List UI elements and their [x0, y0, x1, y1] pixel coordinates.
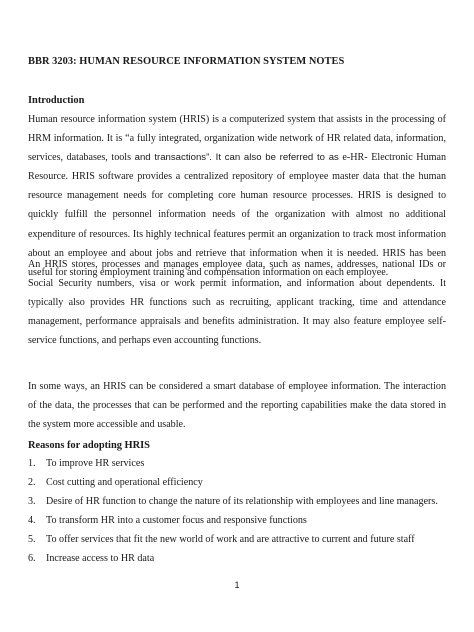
list-item	[28, 549, 446, 568]
list-item-text: Desire of HR function to change the nature of its relationship with employees and line managers.	[46, 496, 438, 508]
reasons-heading: Reasons for adopting HRIS	[28, 440, 150, 451]
paragraph-1-text-a: Human resource information system (HRIS) is a computerized system that assists in the processing of HRM information. It is “a fully integrated, organization wide network of HR related data, information, services, databases, tools	[28, 114, 446, 164]
list-item	[28, 511, 446, 530]
introduction-paragraph-2: An HRIS stores, processes and manages employee data, such as names, addresses, national IDs or Social Security numbers, visa or work permit information, and information about dependents. It typically also provides HR functions such as recruiting, applicant tracking, time and attendance management, performance appraisals and benefits administration. It may also feature employee self-service functions, and perhaps even accounting functions.	[28, 259, 446, 347]
list-item-text: To offer services that fit the new world of work and are attractive to current and future staff	[46, 534, 415, 546]
list-item-number: 6.	[28, 553, 36, 565]
list-item-number: 1.	[28, 458, 36, 469]
list-item-text: Increase access to HR data	[46, 553, 155, 565]
introduction-heading: Introduction	[28, 95, 85, 106]
list-item	[28, 530, 446, 549]
paragraph-1-text-c: e-HR- Electronic Human Resource. HRIS software provides a centralized repository of employee master data that the human resource management needs for completing core human resource processes. HRIS is designed to quickly fulfill the personnel information needs of the organization with almost no additional expenditure of resources. Its highly technical features permit an organization to track most information about an employee and about jobs and retrieve that information when it is needed. HRIS has been useful for storing employment training and compensation information on each employee.	[28, 152, 446, 278]
page-number: 1	[234, 580, 240, 590]
paragraph-1-text-b: and transactions”. It can also be referred to as	[134, 152, 339, 164]
list-item	[28, 454, 446, 473]
list-item-number: 3.	[28, 496, 36, 508]
list-item	[28, 473, 446, 492]
document-title: BBR 3203: HUMAN RESOURCE INFORMATION SYSTEM NOTES	[28, 56, 345, 67]
list-item-number: 5.	[28, 534, 36, 546]
introduction-paragraph-3: In some ways, an HRIS can be considered a smart database of employee information. The interaction of the data, the processes that can be performed and the reporting capabilities make the data stored in the system more accessible and usable.	[28, 381, 446, 431]
reasons-list	[28, 454, 446, 569]
list-item	[28, 492, 446, 511]
list-item-number: 4.	[28, 515, 36, 527]
list-item-text: To transform HR into a customer focus and responsive functions	[46, 515, 307, 527]
list-item-text: Cost cutting and operational efficiency	[46, 477, 203, 489]
list-item-text: To improve HR services	[46, 458, 145, 469]
list-item-number: 2.	[28, 477, 36, 489]
